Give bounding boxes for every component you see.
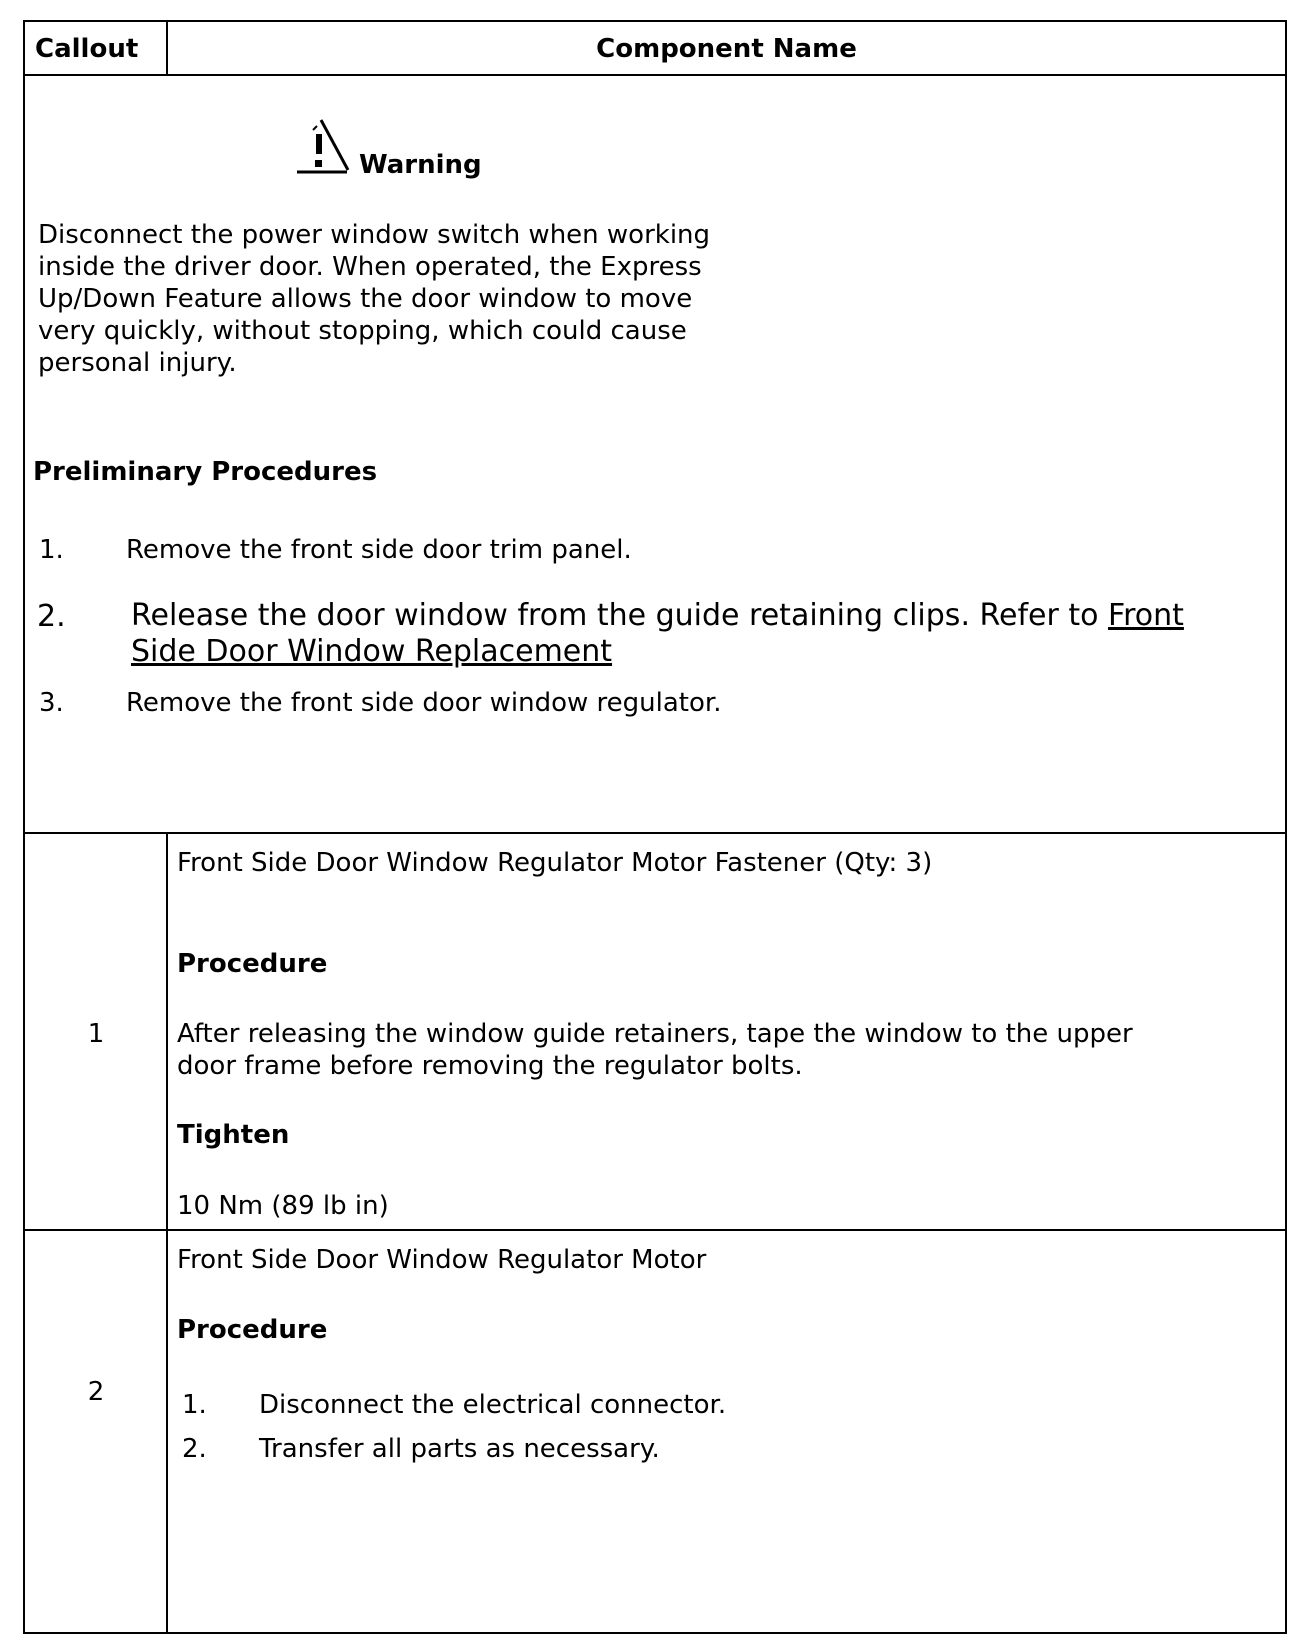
row2-step-text-1: Disconnect the electrical connector. [259, 1390, 727, 1420]
preliminary-step-number-3: 3. [39, 688, 64, 718]
procedure-text-1-line-1: After releasing the window guide retainers, tape the window to the upper [177, 1019, 1133, 1049]
component-name-2: Front Side Door Window Regulator Motor [177, 1245, 707, 1275]
procedure-table [23, 20, 1287, 1634]
warning-text-line-4: very quickly, without stopping, which could cause [38, 316, 687, 346]
front-side-door-window-link-continued[interactable]: Side Door Window Replacement [131, 634, 613, 669]
tighten-value-1: 10 Nm (89 lb in) [177, 1191, 389, 1221]
procedure-label-1: Procedure [177, 949, 328, 979]
component-name-header: Component Name [596, 34, 857, 64]
callout-number-2: 2 [87, 1377, 105, 1407]
row2-step-number-2: 2. [182, 1434, 207, 1464]
warning-text-line-5: personal injury. [38, 348, 237, 378]
front-side-door-window-link[interactable]: Front [1108, 598, 1184, 633]
preliminary-step-text-2 [131, 598, 1184, 634]
warning-text-line-2: inside the driver door. When operated, the Express [38, 252, 702, 282]
warning-title: Warning [359, 150, 482, 180]
row2-step-number-1: 1. [182, 1390, 207, 1420]
warning-text-line-1: Disconnect the power window switch when working [38, 220, 711, 250]
procedure-label-2: Procedure [177, 1315, 328, 1345]
header-divider [25, 74, 1285, 76]
callout-number-1: 1 [87, 1019, 105, 1049]
body-column-divider [166, 832, 168, 1634]
preliminary-step-text-3: Remove the front side door window regulator. [126, 688, 722, 718]
preliminary-procedures-title: Preliminary Procedures [33, 457, 378, 487]
row2-step-text-2: Transfer all parts as necessary. [259, 1434, 660, 1464]
warning-text-line-3: Up/Down Feature allows the door window to move [38, 284, 693, 314]
component-name-1: Front Side Door Window Regulator Motor Fastener (Qty: 3) [177, 848, 933, 878]
tighten-label-1: Tighten [177, 1120, 290, 1150]
row-divider-2 [25, 1229, 1285, 1231]
preliminary-step-number-2: 2. [37, 599, 66, 634]
preliminary-step-number-1: 1. [39, 535, 64, 565]
callout-header: Callout [35, 34, 139, 64]
row-divider-1 [25, 832, 1285, 834]
procedure-text-1-line-2: door frame before removing the regulator bolts. [177, 1051, 803, 1081]
preliminary-step-text-2-lead: Release the door window from the guide retaining clips. Refer to [131, 598, 1099, 633]
preliminary-step-text-1: Remove the front side door trim panel. [126, 535, 632, 565]
warning-triangle-icon [293, 116, 353, 180]
